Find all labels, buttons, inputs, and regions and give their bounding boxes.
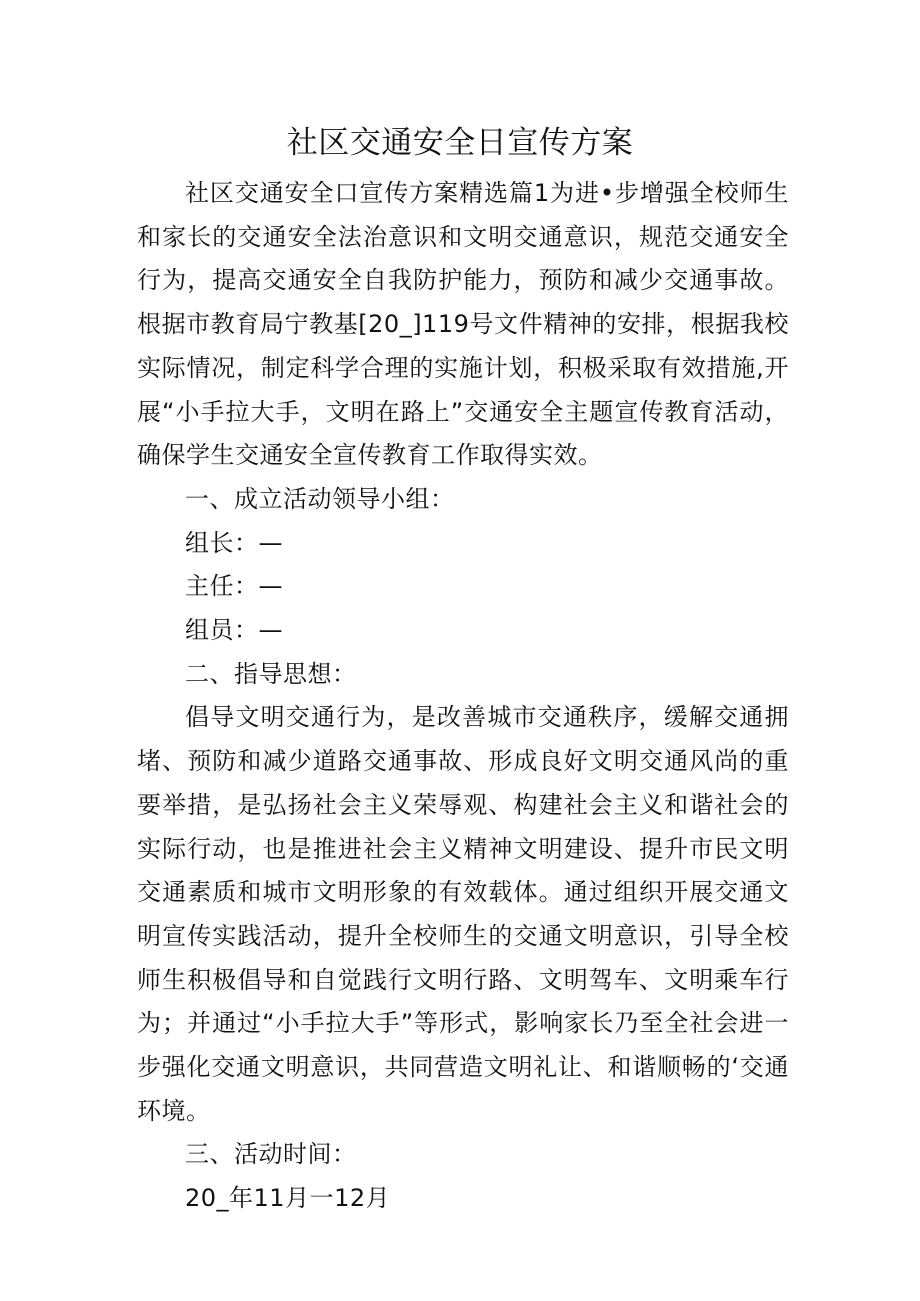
guidance-paragraph: 倡导文明交通行为，是改善城市交通秩序，缓解交通拥堵、预防和减少道路交通事故、形成良好文明交通风尚的重要举措，是弘扬社会主义荣辱观、构建社会主义和谐社会的实际行动，也是推进社会主义精神文明建设、提升市民文明交通素质和城市文明形象的有效载体。通过组织开展交通文明宣传实践活动，提升全校师生的交通文明意识，引导全校师生积极倡导和自觉践行文明行路、文明驾车、文明乘车行为；并通过“小手拉大手”等形式，影响家长乃至全社会进一步强化交通文明意识，共同营造文明礼让、和谐顺畅的‘交通环境。 (137, 703, 789, 1125)
activity-time-line: 20_年11月一12月 (185, 1184, 391, 1213)
team-director-line: 主任：— (185, 572, 283, 601)
section-heading-1: 一、成立活动领导小组： (185, 484, 455, 513)
document-title: 社区交通安全日宣传方案 (286, 125, 634, 161)
section-heading-3: 三、活动时间： (185, 1140, 357, 1169)
team-members-line: 组员：— (185, 616, 283, 645)
team-leader-line: 组长：— (185, 528, 283, 557)
intro-paragraph: 社区交通安全口宣传方案精选篇1为进•步增强全校师生和家长的交通安全法治意识和文明交通意识，规范交通安全行为，提高交通安全自我防护能力，预防和减少交通事故。根据市教育局宁教基[20_]119号文件精神的安排，根据我校实际情况，制定科学合理的实施计划，积极采取有效措施,开展“小手拉大手，文明在路上”交通安全主题宣传教育活动，确保学生交通安全宣传教育工作取得实效。 (137, 179, 789, 470)
section-heading-2: 二、指导思想： (185, 659, 357, 688)
document-body (137, 172, 789, 1221)
